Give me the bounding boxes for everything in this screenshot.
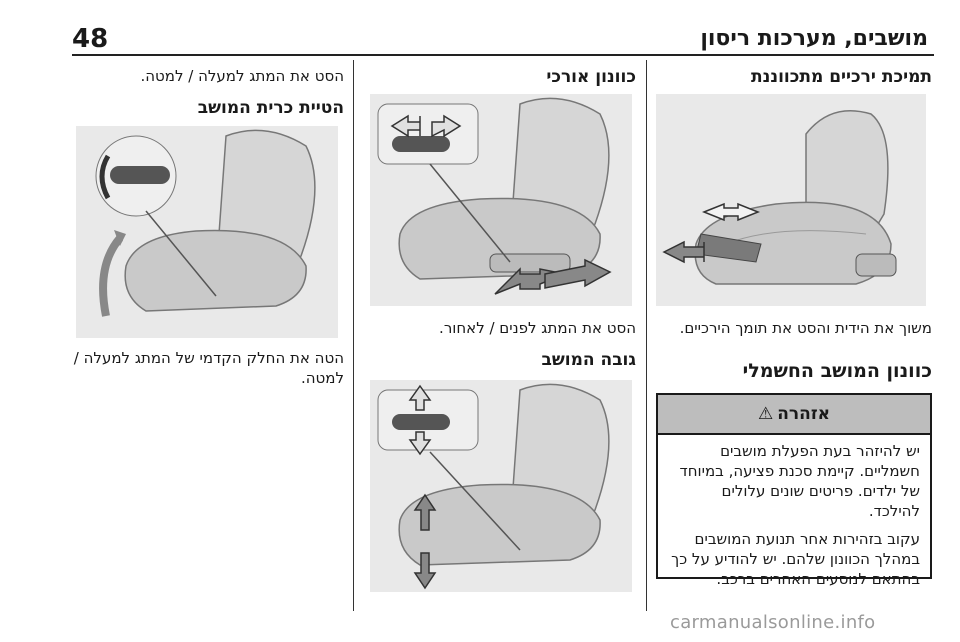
column-divider: [646, 60, 647, 611]
column-divider: [353, 60, 354, 611]
warning-paragraph: עקוב בזהירות אחר תנועת המושבים במהלך הכוונון שלהם. יש להודיע על כך בהתאם לנוסעים האחרים ברכב.: [671, 530, 920, 588]
cushion-tilt-illustration: [76, 126, 338, 338]
chapter-title: מושבים, מערכות ריסון: [700, 26, 928, 51]
warning-paragraph: יש להיזהר בעת הפעלת מושבים חשמליים. קיימת סכנת פציעה, במיוחד של ילדים. פריטים שונים עלולים להילכד.: [679, 442, 920, 520]
warning-header: [658, 395, 930, 435]
section-title-seat-height: גובה המושב: [541, 350, 636, 370]
thigh-support-caption: משוך את הידית והסט את תומך הירכיים.: [679, 319, 932, 337]
longitudinal-adjust-illustration: [370, 94, 632, 306]
thigh-support-illustration: [656, 94, 926, 306]
seat-height-illustration: [370, 380, 632, 592]
section-title-thigh-support: תמיכת ירכיים מתכווננת: [751, 67, 932, 87]
section-title-electric-seat: כוונון המושב החשמלי: [742, 360, 932, 382]
cushion-tilt-caption: הטה את החלק הקדמי של המתג למעלה / למטה.: [73, 349, 344, 387]
warning-triangle-icon: ⚠: [757, 404, 774, 424]
warning-box: [656, 393, 932, 588]
seat-height-caption: הסט את המתג למעלה / למטה.: [140, 67, 344, 85]
warning-label: אזהרה: [777, 404, 831, 424]
section-title-longitudinal: כוונון אורכי: [546, 67, 636, 87]
section-title-cushion-tilt: הטיית כרית המושב: [197, 98, 344, 118]
watermark: carmanualsonline.info: [670, 612, 876, 633]
longitudinal-caption: הסט את המתג לפנים / לאחור.: [439, 319, 636, 337]
page-number: 48: [72, 24, 109, 54]
